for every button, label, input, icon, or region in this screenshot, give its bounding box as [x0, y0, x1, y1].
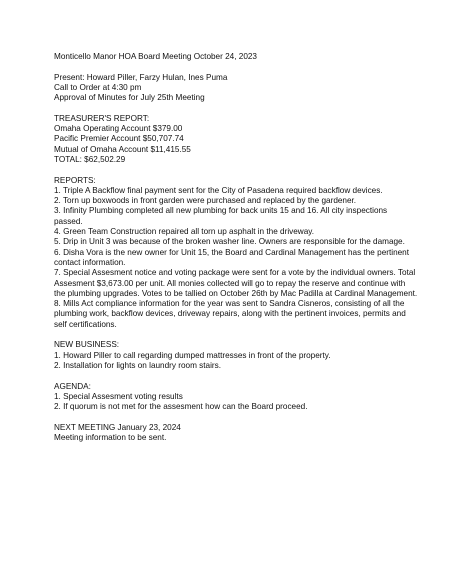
account-line: Pacific Premier Account $50,707.74 [54, 134, 184, 144]
reports-section [54, 176, 418, 330]
minutes-approval-line: Approval of Minutes for July 25th Meeting [54, 93, 205, 103]
report-item: 5. Drip in Unit 3 was because of the broken washer line. Owners are responsible for the damage. [54, 237, 405, 247]
account-line: Mutual of Omaha Account $11,415.55 [54, 144, 191, 154]
report-item: 7. Special Assesment notice and voting package were sent for a vote by the individual owners. Total Assesment $3,673.00 per unit. All monies collected will go to repay the reserve and continue with the plumbing upgrades. Votes to be tallied on October 26th by Mac Padilla at Cardinal Management. [54, 268, 418, 298]
report-item: 2. Torn up boxwoods in front garden were purchased and replaced by the gardener. [54, 196, 357, 206]
meeting-minutes [54, 52, 418, 454]
call-to-order-line: Call to Order at 4:30 pm [54, 82, 142, 92]
new-business-item: 1. Howard Piller to call regarding dumped mattresses in front of the property. [54, 350, 331, 360]
document-title: Monticello Manor HOA Board Meeting October 24, 2023 [54, 52, 257, 61]
report-item: 3. Infinity Plumbing completed all new plumbing for back units 15 and 16. All city inspections passed. [54, 206, 388, 226]
next-meeting-heading: NEXT MEETING January 23, 2024 [54, 422, 181, 432]
agenda-heading: AGENDA: [54, 381, 91, 391]
opening-block [54, 73, 418, 104]
report-item: 1. Triple A Backflow final payment sent for the City of Pasadena required backflow devices. [54, 185, 383, 195]
new-business-heading: NEW BUSINESS: [54, 340, 120, 350]
reports-heading: REPORTS: [54, 175, 96, 185]
agenda-item: 2. If quorum is not met for the assesment how can the Board proceed. [54, 402, 308, 412]
total-line: TOTAL: $62,502.29 [54, 154, 126, 164]
new-business-item: 2. Installation for lights on laundry room stairs. [54, 360, 222, 370]
treasurer-report-heading: TREASURER'S REPORT: [54, 113, 150, 123]
new-business-section [54, 340, 418, 371]
attendees-line: Present: Howard Piller, Farzy Hulan, Ines Puma [54, 72, 228, 82]
next-meeting-section [54, 423, 418, 444]
treasurer-report-section [54, 114, 418, 165]
agenda-section [54, 382, 418, 413]
report-item: 4. Green Team Construction repaired all torn up asphalt in the driveway. [54, 227, 315, 237]
next-meeting-note: Meeting information to be sent. [54, 432, 167, 442]
agenda-item: 1. Special Assesment voting results [54, 391, 183, 401]
report-item: 8. Mills Act compliance information for the year was sent to Sandra Cisneros, consisting of all the plumbing work, backflow devices, driveway repairs, along with the pertinent invoices, permits and self certifications. [54, 299, 406, 329]
account-line: Omaha Operating Account $379.00 [54, 124, 183, 134]
title-block [54, 52, 418, 62]
report-item: 6. Disha Vora is the new owner for Unit 15, the Board and Cardinal Management has the pertinent contact information. [54, 247, 410, 267]
